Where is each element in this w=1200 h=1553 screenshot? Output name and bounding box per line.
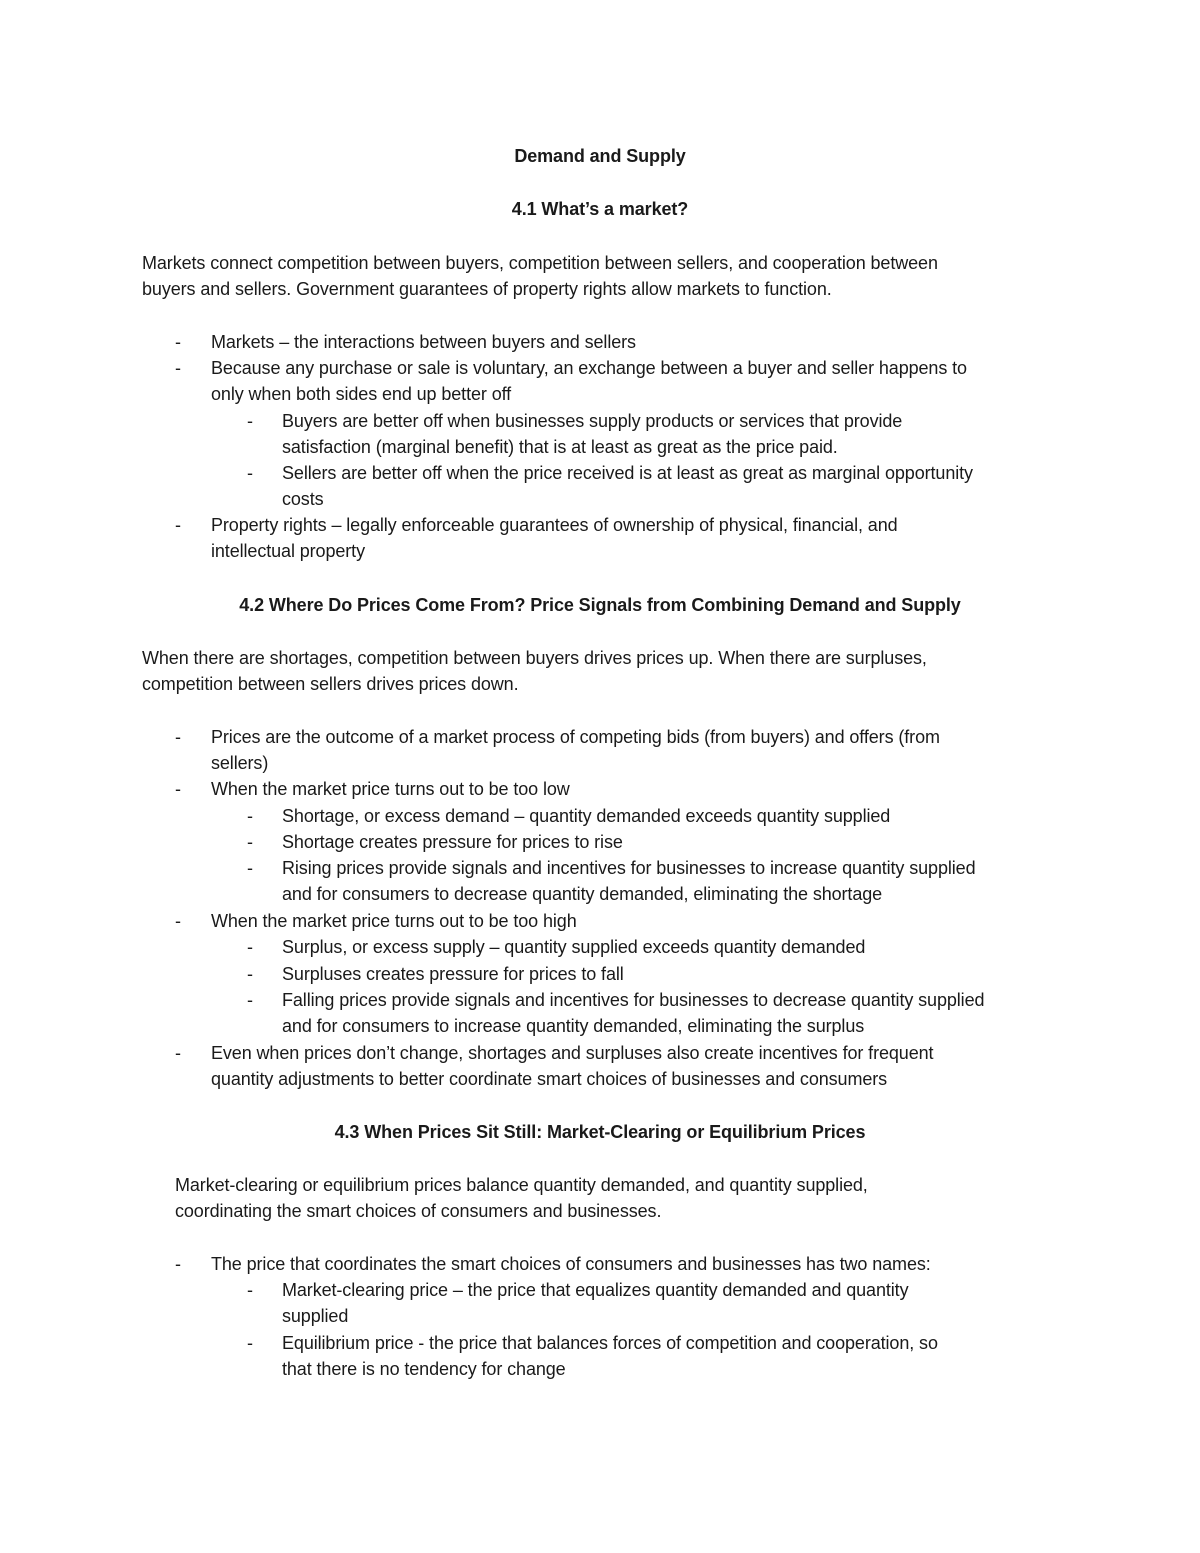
bullet-marker: -	[175, 332, 181, 352]
section-heading-4-3: 4.3 When Prices Sit Still: Market-Clearing or Equilibrium Prices	[334, 1122, 866, 1142]
section-heading-4-2: 4.2 Where Do Prices Come From? Price Signals from Combining Demand and Supply	[239, 595, 961, 615]
sub-bullet-marker: -	[247, 1333, 253, 1353]
sub-bullet-marker: -	[247, 463, 253, 483]
sub-list-item: Market-clearing price – the price that equalizes quantity demanded and quantity	[282, 1280, 909, 1300]
sub-list-item: Shortage, or excess demand – quantity demanded exceeds quantity supplied	[282, 806, 891, 826]
list-item: Even when prices don’t change, shortages and surpluses also create incentives for frequent	[211, 1043, 934, 1063]
paragraph-line: coordinating the smart choices of consumers and businesses.	[175, 1201, 662, 1221]
paragraph-line: buyers and sellers. Government guarantees of property rights allow markets to function.	[142, 279, 832, 299]
section-heading-4-1: 4.1 What’s a market?	[511, 199, 689, 219]
paragraph-line: Market-clearing or equilibrium prices balance quantity demanded, and quantity supplied,	[175, 1175, 868, 1195]
list-item: only when both sides end up better off	[211, 384, 512, 404]
sub-list-item: costs	[282, 489, 324, 509]
sub-list-item: Sellers are better off when the price received is at least as great as marginal opportunity	[282, 463, 973, 483]
bullet-marker: -	[175, 515, 181, 535]
bullet-marker: -	[175, 779, 181, 799]
sub-bullet-marker: -	[247, 411, 253, 431]
sub-list-item: Surpluses creates pressure for prices to fall	[282, 964, 624, 984]
document-title: Demand and Supply	[514, 146, 686, 166]
sub-list-item: that there is no tendency for change	[282, 1359, 566, 1379]
bullet-marker: -	[175, 1254, 181, 1274]
sub-list-item: supplied	[282, 1306, 349, 1326]
bullet-marker: -	[175, 358, 181, 378]
list-item: Markets – the interactions between buyers and sellers	[211, 332, 636, 352]
list-item: Property rights – legally enforceable guarantees of ownership of physical, financial, and	[211, 515, 898, 535]
list-item: Because any purchase or sale is voluntary, an exchange between a buyer and seller happens to	[211, 358, 967, 378]
list-item: quantity adjustments to better coordinate smart choices of businesses and consumers	[211, 1069, 888, 1089]
bullet-marker: -	[175, 727, 181, 747]
list-item: When the market price turns out to be too high	[211, 911, 577, 931]
sub-bullet-marker: -	[247, 806, 253, 826]
paragraph-line: competition between sellers drives prices down.	[142, 674, 519, 694]
bullet-marker: -	[175, 911, 181, 931]
sub-bullet-marker: -	[247, 937, 253, 957]
bullet-marker: -	[175, 1043, 181, 1063]
sub-bullet-marker: -	[247, 990, 253, 1010]
sub-bullet-marker: -	[247, 1280, 253, 1300]
list-item: sellers)	[211, 753, 269, 773]
sub-list-item: Rising prices provide signals and incentives for businesses to increase quantity supplied	[282, 858, 976, 878]
list-item: intellectual property	[211, 541, 365, 561]
sub-list-item: Surplus, or excess supply – quantity supplied exceeds quantity demanded	[282, 937, 866, 957]
sub-list-item: Falling prices provide signals and incentives for businesses to decrease quantity supplied	[282, 990, 985, 1010]
sub-bullet-marker: -	[247, 858, 253, 878]
sub-bullet-marker: -	[247, 832, 253, 852]
sub-list-item: satisfaction (marginal benefit) that is at least as great as the price paid.	[282, 437, 838, 457]
list-item: When the market price turns out to be too low	[211, 779, 570, 799]
sub-bullet-marker: -	[247, 964, 253, 984]
list-item: Prices are the outcome of a market process of competing bids (from buyers) and offers (from	[211, 727, 940, 747]
paragraph-line: When there are shortages, competition between buyers drives prices up. When there are surpluses,	[142, 648, 927, 668]
sub-list-item: Equilibrium price - the price that balances forces of competition and cooperation, so	[282, 1333, 938, 1353]
sub-list-item: and for consumers to decrease quantity demanded, eliminating the shortage	[282, 884, 883, 904]
list-item: The price that coordinates the smart choices of consumers and businesses has two names:	[211, 1254, 931, 1274]
paragraph-line: Markets connect competition between buyers, competition between sellers, and cooperation between	[142, 253, 938, 273]
sub-list-item: Buyers are better off when businesses supply products or services that provide	[282, 411, 903, 431]
sub-list-item: Shortage creates pressure for prices to rise	[282, 832, 623, 852]
sub-list-item: and for consumers to increase quantity demanded, eliminating the surplus	[282, 1016, 865, 1036]
